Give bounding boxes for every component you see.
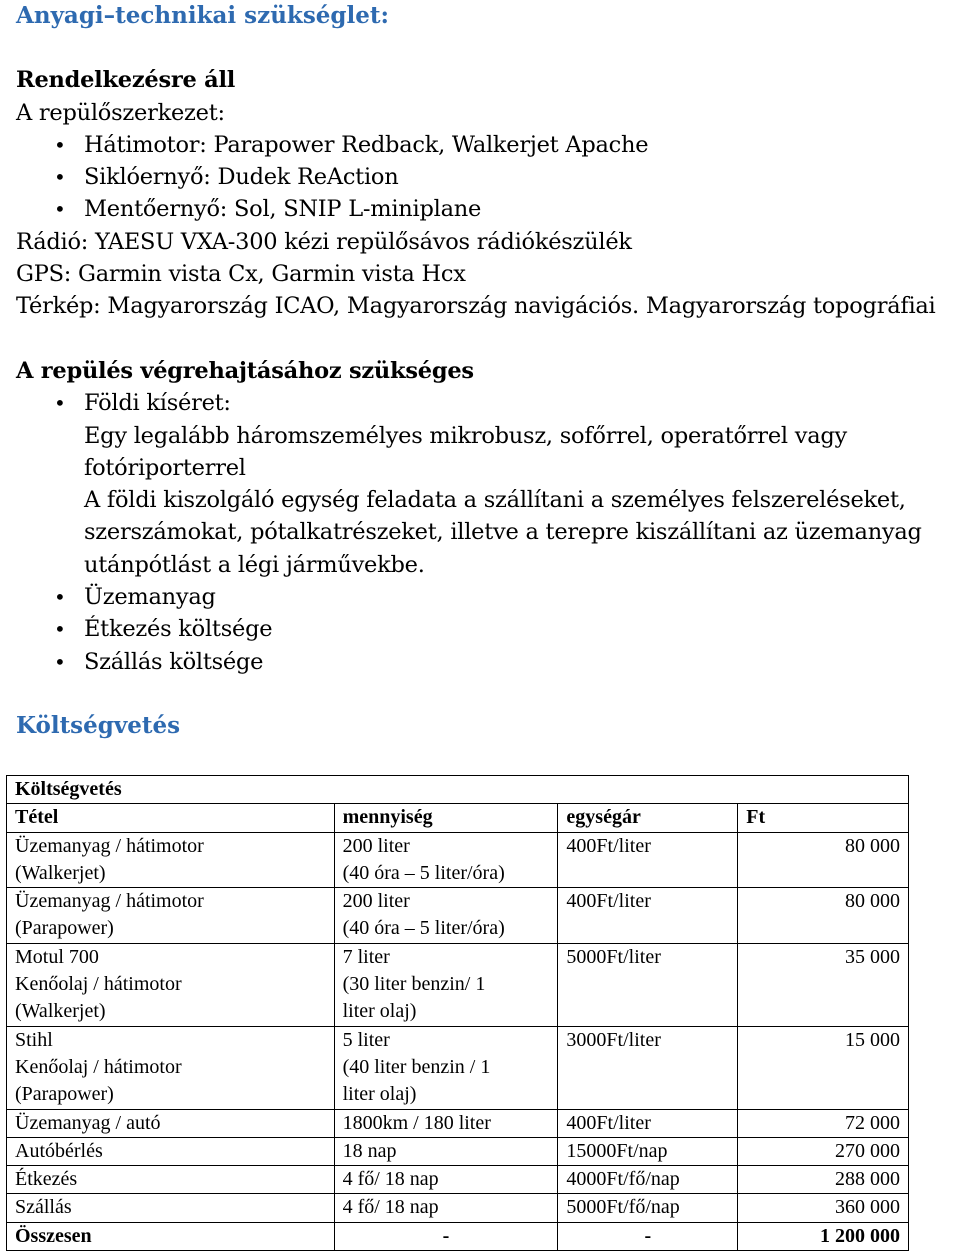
item-cell: Autóbérlés	[7, 1137, 335, 1165]
amount-cell: 72 000	[738, 1109, 909, 1137]
qty-cell	[334, 943, 558, 1026]
total-amount: 1 200 000	[738, 1222, 909, 1250]
unit-price-cell: 400Ft/liter	[558, 888, 738, 944]
item-cell: Üzemanyag / autó	[7, 1109, 335, 1137]
ground-line: A földi kiszolgáló egység feladata a szállítani a személyes felszereléseket,	[84, 487, 906, 514]
budget-heading: Költségvetés	[16, 712, 181, 740]
radio-line: Rádió: YAESU VXA-300 kézi repülősávos rádiókészülék	[16, 228, 632, 255]
ground-escort-label: • Földi kíséret:	[16, 387, 956, 419]
qty-cell: 1800km / 180 liter	[334, 1109, 558, 1137]
item-text: (Walkerjet)	[15, 1000, 106, 1023]
qty-text: 7 liter	[342, 945, 390, 968]
table-caption: Költségvetés	[7, 776, 909, 804]
table-row	[7, 888, 909, 944]
column-header: Tétel	[7, 804, 335, 832]
item-cell	[7, 832, 335, 888]
item-text: Motul 700	[15, 945, 99, 968]
item-cell: Étkezés	[7, 1166, 335, 1194]
item-text: (Parapower)	[15, 1083, 114, 1106]
item-cell	[7, 888, 335, 944]
other-item: • Üzemanyag	[16, 581, 956, 613]
unit-price-cell: 400Ft/liter	[558, 832, 738, 888]
unit-price-cell: 5000Ft/fő/nap	[558, 1194, 738, 1222]
aircraft-item: • Hátimotor: Parapower Redback, Walkerjet Apache	[16, 129, 956, 161]
total-label: Összesen	[7, 1222, 335, 1250]
qty-text: liter olaj)	[342, 1000, 417, 1023]
table-row	[7, 1137, 909, 1165]
table-row	[7, 1166, 909, 1194]
qty-cell: 18 nap	[334, 1137, 558, 1165]
unit-price-cell: 15000Ft/nap	[558, 1137, 738, 1165]
qty-text: (40 liter benzin / 1	[342, 1055, 491, 1078]
unit-price-cell: 5000Ft/liter	[558, 943, 738, 1026]
unit-price-cell: 4000Ft/fő/nap	[558, 1166, 738, 1194]
item-text: Stihl	[15, 1028, 53, 1051]
section-heading-requirements: Anyagi–technikai szükséglet:	[16, 2, 389, 29]
qty-text: 5 liter	[342, 1028, 390, 1051]
total-qty: -	[334, 1222, 558, 1250]
other-item: • Étkezés költsége	[16, 613, 956, 645]
qty-cell: 4 fő/ 18 nap	[334, 1166, 558, 1194]
unit-price-cell: 400Ft/liter	[558, 1109, 738, 1137]
gps-line: GPS: Garmin vista Cx, Garmin vista Hcx	[16, 261, 466, 288]
aircraft-item: • Mentőernyő: Sol, SNIP L-miniplane	[16, 193, 956, 225]
table-row	[7, 1109, 909, 1137]
item-cell	[7, 943, 335, 1026]
total-unit: -	[558, 1222, 738, 1250]
item-text: Kenőolaj / hátimotor	[15, 1055, 182, 1078]
qty-text: (40 óra – 5 liter/óra)	[342, 861, 505, 884]
qty-cell	[334, 888, 558, 944]
item-text: Üzemanyag / hátimotor	[15, 890, 204, 913]
table-row	[7, 832, 909, 888]
qty-text: 200 liter	[342, 890, 410, 913]
item-text: (Parapower)	[15, 917, 114, 940]
item-text: Üzemanyag / hátimotor	[15, 834, 204, 857]
amount-cell: 35 000	[738, 943, 909, 1026]
amount-cell: 360 000	[738, 1194, 909, 1222]
column-header: Ft	[738, 804, 909, 832]
ground-line: utánpótlást a légi járművekbe.	[84, 551, 425, 578]
column-header: egységár	[558, 804, 738, 832]
qty-cell	[334, 1026, 558, 1109]
qty-text: liter olaj)	[342, 1083, 417, 1106]
item-text: (Walkerjet)	[15, 861, 106, 884]
aircraft-item: • Siklóernyő: Dudek ReAction	[16, 161, 956, 193]
qty-cell: 4 fő/ 18 nap	[334, 1194, 558, 1222]
table-row	[7, 1194, 909, 1222]
qty-text: (30 liter benzin/ 1	[342, 973, 486, 996]
table-caption-row	[7, 776, 909, 804]
qty-text: 200 liter	[342, 834, 410, 857]
document	[16, 0, 956, 742]
ground-line: Egy legalább háromszemélyes mikrobusz, sofőrrel, operatőrrel vagy	[84, 422, 847, 449]
amount-cell: 270 000	[738, 1137, 909, 1165]
ground-line: fotóriporterrel	[84, 454, 246, 481]
aircraft-label: A repülőszerkezet:	[16, 99, 225, 126]
item-cell: Szállás	[7, 1194, 335, 1222]
amount-cell: 288 000	[738, 1166, 909, 1194]
amount-cell: 80 000	[738, 832, 909, 888]
budget-table	[6, 775, 909, 1251]
item-cell	[7, 1026, 335, 1109]
available-title: Rendelkezésre áll	[16, 67, 236, 94]
total-row	[7, 1222, 909, 1250]
amount-cell: 80 000	[738, 888, 909, 944]
table-row	[7, 1026, 909, 1109]
qty-cell	[334, 832, 558, 888]
qty-text: (40 óra – 5 liter/óra)	[342, 917, 505, 940]
other-item: • Szállás költsége	[16, 646, 956, 678]
item-text: Kenőolaj / hátimotor	[15, 973, 182, 996]
map-line: Térkép: Magyarország ICAO, Magyarország navigációs. Magyarország topográfiai	[16, 293, 936, 320]
column-header: mennyiség	[334, 804, 558, 832]
table-row	[7, 943, 909, 1026]
ground-line: szerszámokat, pótalkatrészeket, illetve a terepre kiszállítani az üzemanyag	[84, 519, 922, 546]
unit-price-cell: 3000Ft/liter	[558, 1026, 738, 1109]
table-header-row	[7, 804, 909, 832]
amount-cell: 15 000	[738, 1026, 909, 1109]
execution-title: A repülés végrehajtásához szükséges	[16, 357, 474, 384]
